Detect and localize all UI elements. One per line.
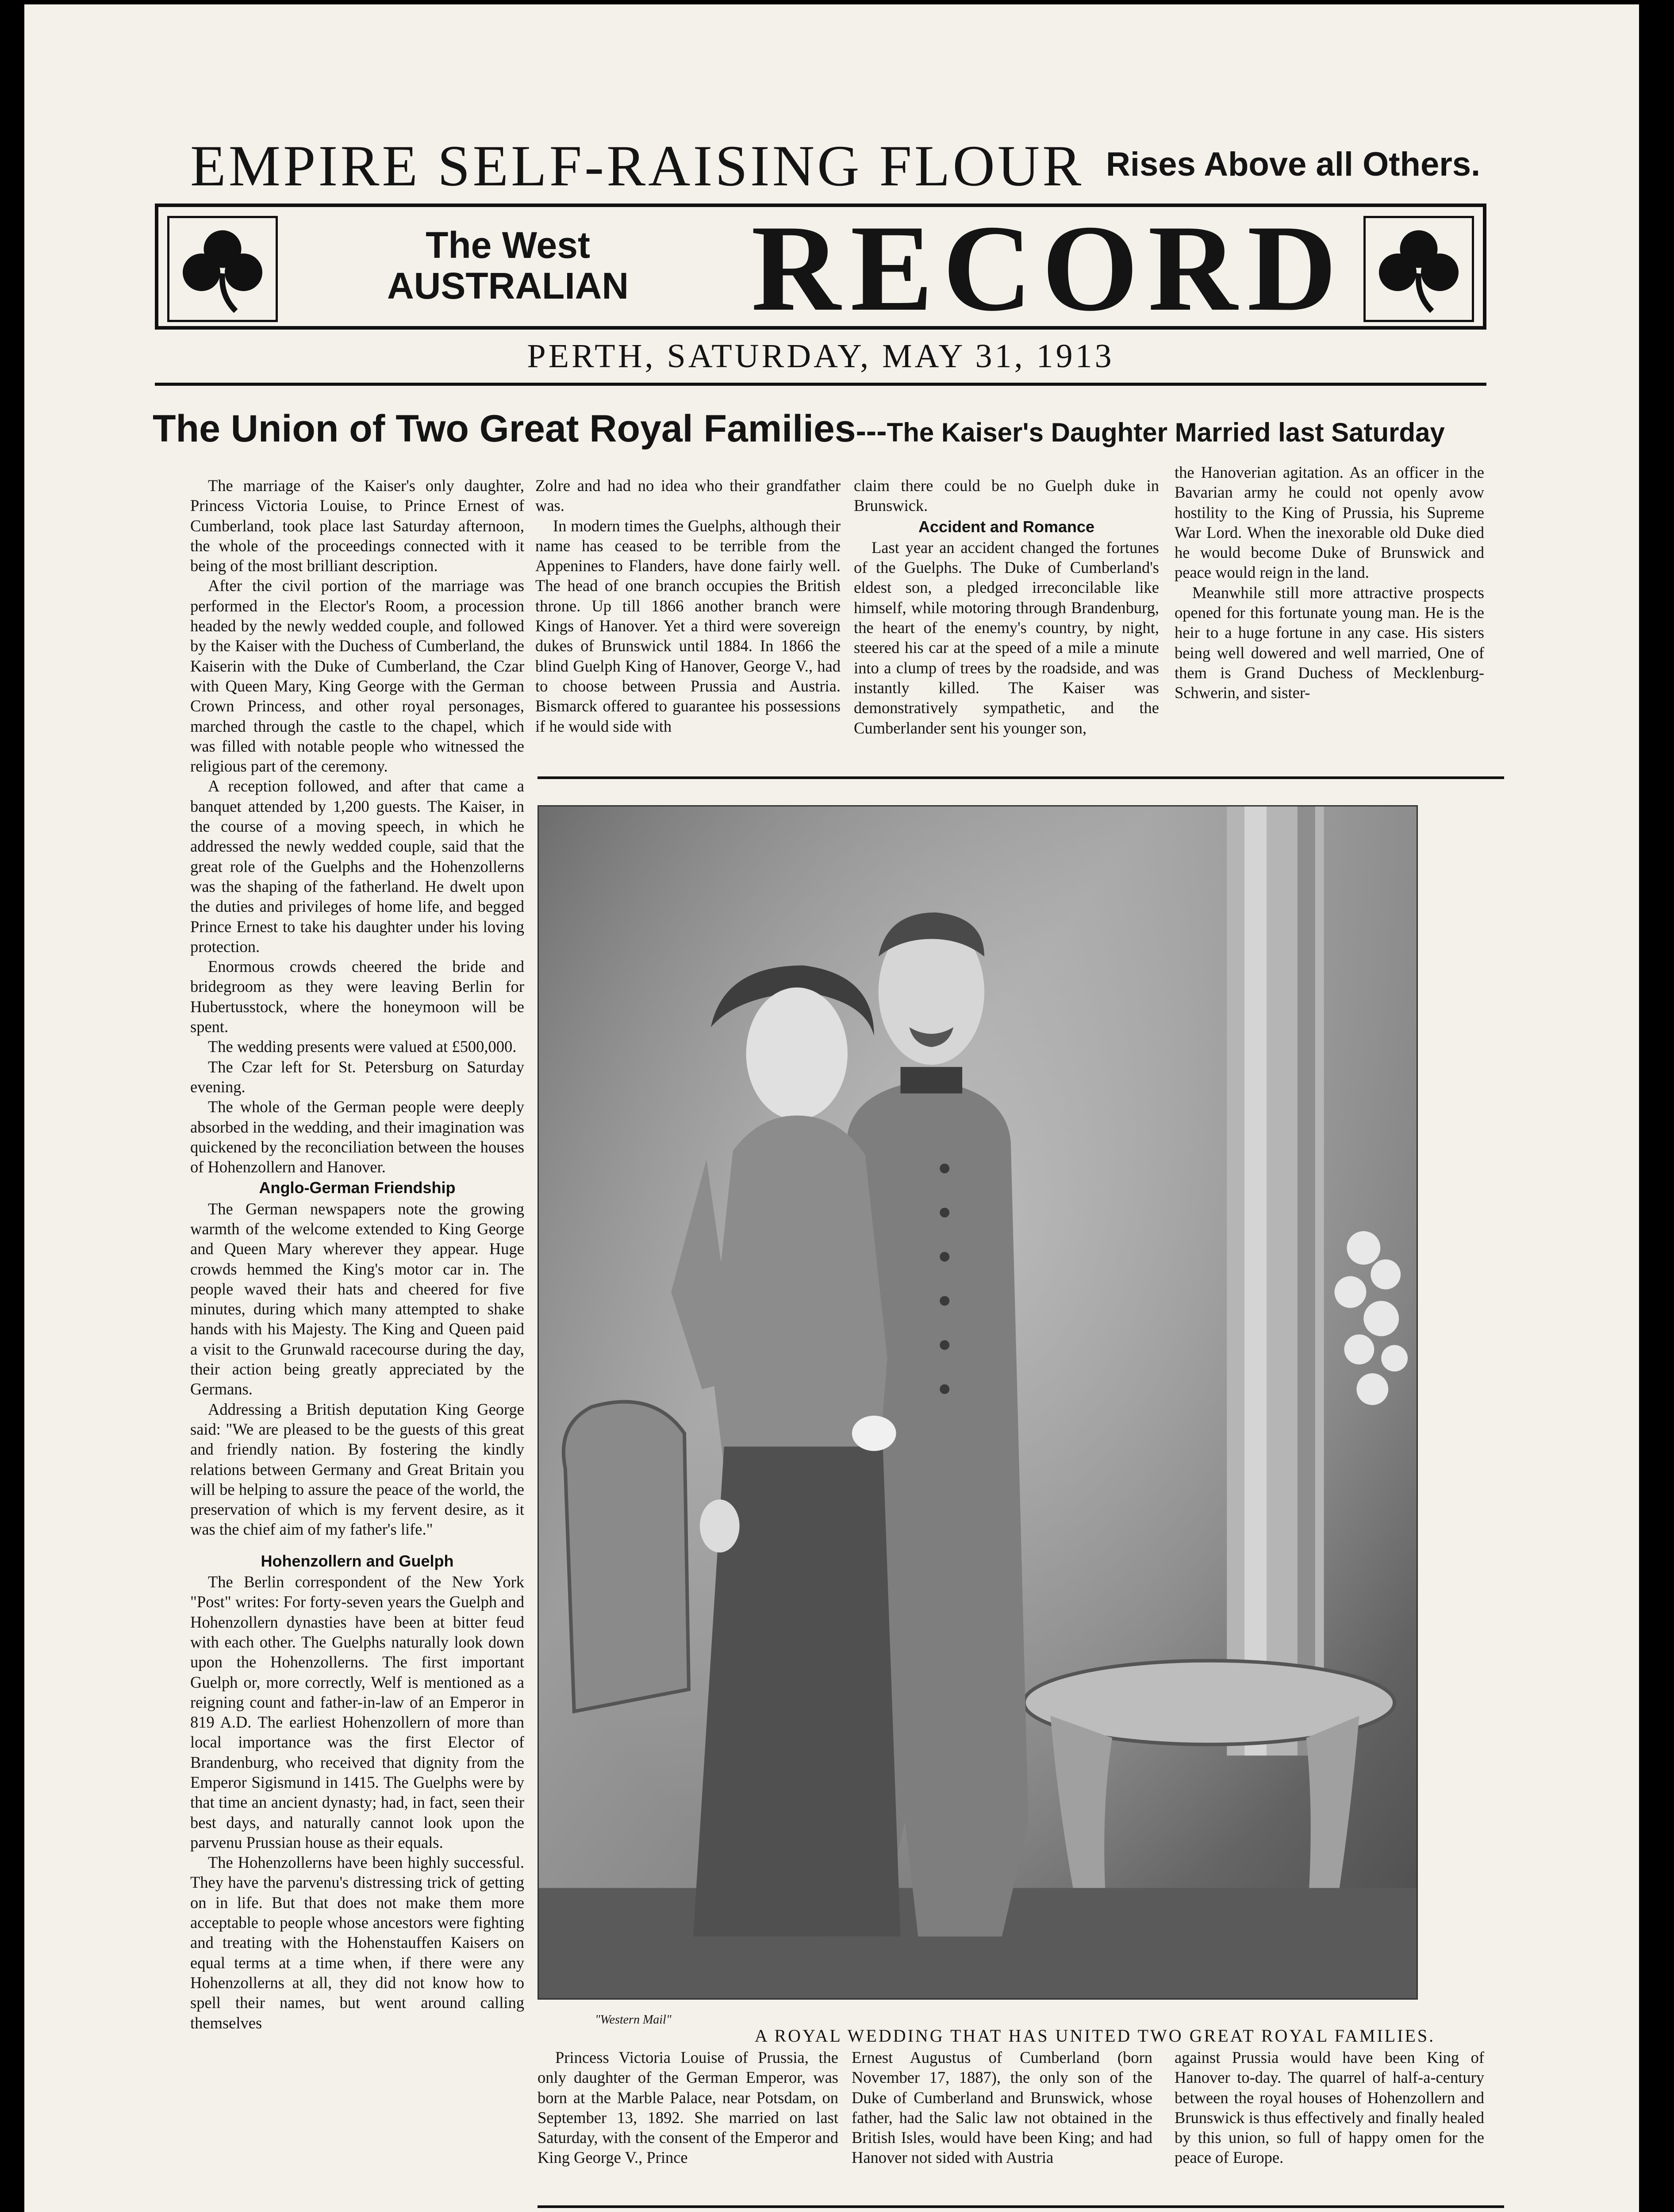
wedding-photograph <box>538 805 1418 2000</box>
dateline: PERTH, SATURDAY, MAY 31, 1913 <box>527 338 1114 375</box>
shamrock-icon <box>167 216 278 322</box>
headline <box>153 407 1506 451</box>
divider <box>538 776 1504 779</box>
paragraph: Zolre and had no idea who their grandfather was. <box>535 476 841 515</box>
caption-column-1 <box>538 2047 838 2212</box>
masthead-title: RECORD <box>751 199 1347 337</box>
masthead-line1: The West <box>426 224 590 266</box>
paragraph: claim there could be no Guelph duke in Brunswick. <box>854 476 1159 515</box>
advert-left-text: EMPIRE SELF-RAISING FLOUR <box>190 133 1084 198</box>
masthead-line2: AUSTRALIAN <box>387 265 629 307</box>
paragraph: The wedding presents were valued at £500,000. <box>208 1037 517 1056</box>
paragraph: The Berlin correspondent of the New York "Post" writes: For forty-seven years the Guelph and Hohenzollern dynasties have been at bitter feud with each other. The Guelphs naturally look down upon the Hohenzollerns. The first important Guelph or, more correctly, Welf is mentioned as a reigning count and father-in-law of an Emperor in 819 A.D. The earliest Hohenzollern of more than local importance was the first Elector of Brandenburg, who received that dignity from the Emperor Sigismund in 1415. The Guelphs were by that time an ancient dynasty; had, in fact, seen their best days, and naturally cannot look upon the parvenu Prussian house as their equals. <box>190 1573 524 1851</box>
paragraph: The Hohenzollerns have been highly successful. They have the parvenu's distressing trick of getting on in life. But that does not make them more acceptable to people whose ancestors were fighting and treating with the Hohenstauffen Kaisers on equal terms at a time when, if there were any Hohenzollerns at all, they did not know how to spell their names, but went around calling themselves <box>190 1853 524 2032</box>
photo-caption: A ROYAL WEDDING THAT HAS UNITED TWO GREAT ROYAL FAMILIES. <box>754 2026 1436 2046</box>
paragraph: After the civil portion of the marriage was performed in the Elector's Room, a procession headed by the newly wedded couple, and followed by the Kaiser with the Duchess of Cumberland, the Kaiserin with the Duke of Cumberland, the Czar with Queen Mary, King George with the German Crown Princess, and other royal personages, marched through the castle to the chapel, which was filled with notable people who witnessed the religious part of the ceremony. <box>190 576 524 776</box>
paragraph: The German newspapers note the growing warmth of the welcome extended to King George and Queen Mary wherever they appear. Huge crowds hemmed the King's motor car in. The people waved their hats and cheered for five minutes, during which many attempted to shake hands with his Majesty. The King and Queen paid a visit to the Grunwald racecourse during the day, their action being greatly appreciated by the Germans. <box>190 1199 524 1398</box>
paragraph: against Prussia would have been King of Hanover to-day. The quarrel of half-a-century between the royal houses of Hohenzollern and Brunswick is thus effectively and finally healed by this union, so full of happy omen for the peace of Europe. <box>1175 2048 1484 2167</box>
newspaper-page <box>24 4 1639 2212</box>
paragraph: Addressing a British deputation King George said: "We are pleased to be the guests of this great and friendly nation. By fostering the kindly relations between Germany and Great Britain you will be helping to assure the peace of the world, the preservation of which is my fervent desire, as it was the chief aim of my father's life." <box>190 1400 524 1539</box>
paragraph: Meanwhile still more attractive prospects opened for this fortunate young man. He is the heir to a huge fortune in any case. His sisters being well dowered and well married, One of them is Grand Duchess of Mecklenburg-Schwerin, and sister- <box>1175 583 1484 702</box>
divider <box>155 383 1486 386</box>
caption-column-2 <box>852 2047 1152 2212</box>
paragraph: The Czar left for St. Petersburg on Saturday evening. <box>190 1057 524 1096</box>
article-column-1 <box>190 476 524 2212</box>
caption-column-3 <box>1175 2047 1484 2212</box>
shamrock-icon <box>1363 216 1474 322</box>
article-column-3 <box>854 476 1159 776</box>
masthead <box>155 199 1486 337</box>
article-column-2 <box>535 476 841 776</box>
divider <box>538 2205 1504 2208</box>
headline-sub: The Kaiser's Daughter Married last Saturday <box>887 418 1445 447</box>
article-column-4 <box>1175 462 1484 776</box>
headline-main: The Union of Two Great Royal Families <box>153 407 856 450</box>
headline-dashes: --- <box>856 414 887 448</box>
photo-image <box>539 806 1417 1998</box>
paragraph: In modern times the Guelphs, although their name has ceased to be terrible from the Appenines to Flanders, have done fairly well. The head of one branch occupies the British throne. Up till 1866 another branch were Kings of Hanover. Yet a third were sovereign dukes of Brunswick until 1884. In 1866 the blind Guelph King of Hanover, George V., had to choose between Prussia and Austria. Bismarck offered to guarantee his possessions if he would side with <box>535 516 841 735</box>
photo-credit: "Western Mail" <box>595 2013 672 2027</box>
subheading: Anglo-German Friendship <box>259 1179 456 1197</box>
paragraph: The whole of the German people were deeply absorbed in the wedding, and their imagination was quickened by the reconciliation between the houses of Hohenzollern and Hanover. <box>190 1098 524 1176</box>
masthead-subtitle <box>353 225 663 306</box>
paragraph: Last year an accident changed the fortunes of the Guelphs. The Duke of Cumberland's eldest son, a pledged irreconcilable like himself, while motoring through Brandenburg, the heart of the enemy's country, by night, steered his car at the speed of a mile a minute into a clump of trees by the roadside, and was instantly killed. The Kaiser was demonstratively sympathetic, and the Cumberlander sent his younger son, <box>854 538 1159 737</box>
subheading: Accident and Romance <box>918 517 1095 536</box>
paragraph: the Hanoverian agitation. As an officer in the Bavarian army he could not openly avow hostility to the King of Prussia, his Supreme War Lord. When the inexorable old Duke died he would become Duke of Brunswick and peace would reign in the land. <box>1175 463 1484 582</box>
paragraph: Princess Victoria Louise of Prussia, the only daughter of the German Emperor, was born at the Marble Palace, near Potsdam, on September 13, 1892. She married on last Saturday, with the consent of the Emperor and King George V., Prince <box>538 2048 838 2167</box>
advert-right-text: Rises Above all Others. <box>1106 146 1481 183</box>
paragraph: The marriage of the Kaiser's only daughter, Princess Victoria Louise, to Prince Ernest of Cumberland, took place last Saturday afternoon, the whole of the proceedings connected with it being of the most brilliant description. <box>190 476 524 575</box>
subheading: Hohenzollern and Guelph <box>261 1551 454 1570</box>
paragraph: A reception followed, and after that came a banquet attended by 1,200 guests. The Kaiser, in the course of a moving speech, in which he addressed the newly wedded couple, said that the great role of the Guelphs and the Hohenzollerns was the shaping of the fatherland. He dwelt upon the duties and privileges of home life, and begged Prince Ernest to take his daughter under his loving protection. <box>190 777 524 956</box>
paragraph: Enormous crowds cheered the bride and bridegroom as they were leaving Berlin for Hubertusstock, where the honeymoon will be spent. <box>190 957 524 1036</box>
paragraph: Ernest Augustus of Cumberland (born November 17, 1887), the only son of the Duke of Cumberland and Brunswick, whose father, had the Salic law not obtained in the British Isles, would have been King; and had Hanover not sided with Austria <box>852 2048 1152 2167</box>
